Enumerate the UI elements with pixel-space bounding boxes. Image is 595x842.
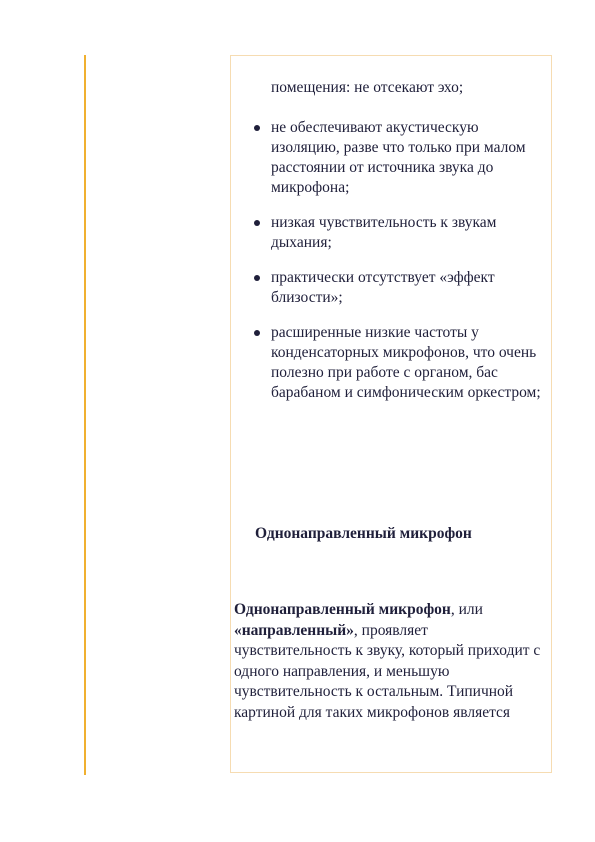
bullet-icon <box>254 220 260 226</box>
bullet-icon <box>254 125 260 131</box>
bullet-icon <box>254 275 260 281</box>
connector-or: или <box>454 601 483 618</box>
list-item <box>250 323 550 403</box>
list-item-text: низкая чувствительность к звукам дыхания; <box>271 214 497 251</box>
bullet-icon <box>254 330 260 336</box>
term-directional: «направленный» <box>234 621 354 639</box>
list-item <box>250 268 550 308</box>
paragraph-rest: , проявляет чувствительность к звуку, который приходит с одного направления, и меньшую чувствительность к остальным. Типичной картиной для таких микрофонов является <box>234 621 541 721</box>
punctuation-comma: , <box>450 601 455 618</box>
section-heading: Однонаправленный микрофон <box>255 525 472 542</box>
list-item <box>250 118 550 198</box>
list-item-text: практически отсутствует «эффект близости»; <box>271 269 495 306</box>
term-unidirectional: Однонаправленный микрофон <box>234 601 451 618</box>
continuation-line: помещения: не отсекают эхо; <box>271 79 464 96</box>
left-margin-rule <box>84 55 86 775</box>
body-paragraph <box>234 600 546 723</box>
list-item-text: расширенные низкие частоты у конденсаторных микрофонов, что очень полезно при работе с органом, бас барабаном и симфоническим оркестром; <box>271 324 541 401</box>
bullet-list <box>250 118 550 418</box>
list-item <box>250 213 550 253</box>
list-item-text: не обесπечивают акустическую изоляцию, разве что только при малом расстоянии от источника звука до микрофона; <box>271 119 526 196</box>
